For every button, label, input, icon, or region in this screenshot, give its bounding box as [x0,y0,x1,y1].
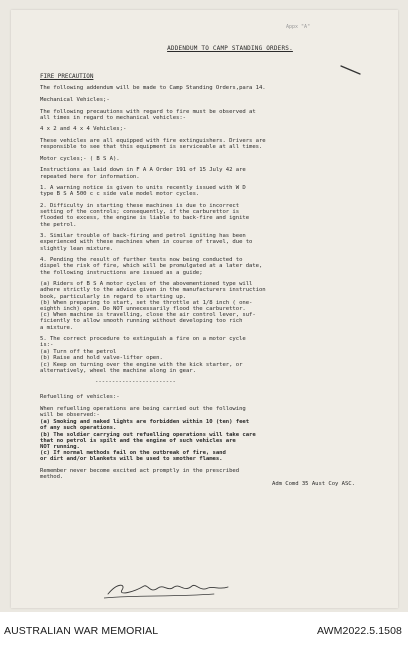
list-item: (b) Raise and hold valve-lifter open. [40,355,163,362]
fourwd-text: These vehicles are all equipped with fire extinguishers. Drivers are responsible to see that this equipment is serviceable at all times. [40,137,266,151]
list-item: (a) Riders of B S A motor cycles of the abovementioned type will adhere strictly to the advice given in the manufacturers instruction book, particularly in regard to starting up. [40,281,266,300]
paragraph-4: 4. Pending the result of further tests now being conducted to dispel the risk of fire, which will be promulgated at a later date, the following instructions are issued as a guide; [40,257,263,276]
refuel-intro: When refuelling operations are being carried out the following will be observed:- [40,405,246,419]
refuel-list [40,419,360,462]
footer-bar [0,612,408,653]
list-item: (c) Keep on turning over the engine with the kick starter, or alternatively, wheel the machine along in gear. [40,361,243,374]
closing-text: Remember never become excited act promptly in the prescribed method. [40,467,240,480]
signature-block: Adm Comd 35 Aust Coy ASC. [272,481,355,488]
mech-heading: Mechanical Vehicles;- [40,97,110,103]
paragraph-3: 3. Similar trouble of back-firing and petrol igniting has been experienced with these machines when in course of travel, due to slightly lean mixture. [40,233,253,252]
list-item: (b) The soldier carrying out refuelling operations will take care that no petrol is spilt and the engine of such vehicles are NOT running. [40,431,256,451]
list-item: (a) Turn off the petrol [40,349,117,356]
motorcycles-heading: Motor cycles;- ( B S A). [40,155,120,162]
paragraph-1: 1. A warning notice is given to units recently issued with W D type B S A 500 c c side vale model motor cycles. [40,185,246,198]
paragraph-5: 5. The correct procedure to extinguish a fire on a motor cycle is:- [40,335,246,348]
handwritten-signature [104,578,234,600]
extinguish-list [40,349,360,374]
list-item: (c) If normal methods fail on the outbreak of fire, sand or dirt and/or blankets will be used to smother flames. [40,450,226,463]
refuel-heading: Refuelling of vehicles:- [40,394,120,401]
list-item: (c) When machine is travelling, close the air control lever, suf- ficiently to allow smooth running without developing too rich a mixture. [40,312,256,331]
footer-credit: AUSTRALIAN WAR MEMORIAL [4,625,159,637]
fourwd-heading: 4 x 2 and 4 x 4 Vehicles;- [40,126,127,133]
divider-dashes: ------------------------ [95,379,176,386]
document-title: ADDENDUM TO CAMP STANDING ORDERS. [167,45,293,52]
motorcycles-text: Instructions as laid down in F A A Order 191 of 15 July 42 are repeated here for information. [40,167,246,180]
mech-text: The following precautions with regard to fire must be observed at all times in regard to mechanical vehicles:- [40,108,256,121]
section-heading-fire: FIRE PRECAUTION [40,73,94,81]
intro-text: The following addendum will be made to Camp Standing Orders,para 14. [40,85,266,92]
list-item: (a) Smoking and naked lights are forbidden within 10 (ten) feet of any such operations. [40,419,250,432]
footer-accession-number: AWM2022.5.1508 [316,625,402,637]
instruction-list [40,281,360,331]
list-item: (b) When preparing to start, set the throttle at 1/8 inch ( one- eighth inch) open. Do NOT unnecessarily flood the carburettor. [40,299,253,312]
reference-mark: Appx "A" [286,24,311,30]
paragraph-2: 2. Difficulty in starting these machines is due to incorrect setting of the controls; consequently, if the carburettor is flooded to excess, the engine is liable to back-fire and ignite the petrol. [40,202,250,228]
document-body [40,46,360,493]
